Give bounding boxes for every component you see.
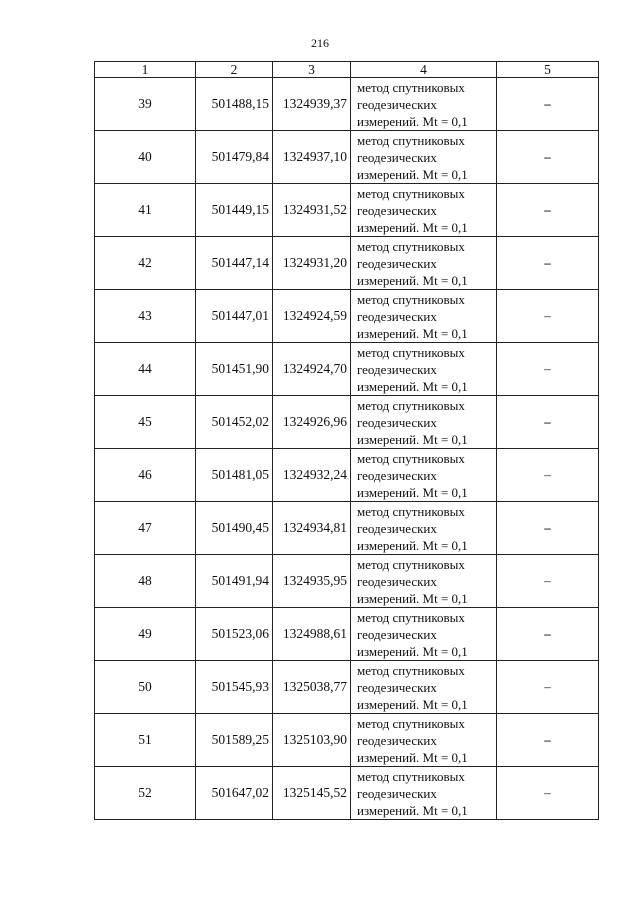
y-coordinate-cell: 1324937,10 — [273, 131, 351, 184]
column-header-2: 2 — [196, 62, 273, 78]
x-coordinate-cell: 501452,02 — [196, 396, 273, 449]
note-cell: – — [497, 661, 599, 714]
method-cell: метод спутниковых геодезических измерений. Mt = 0,1 — [351, 714, 497, 767]
note-cell: – — [497, 767, 599, 820]
note-cell: – — [497, 184, 599, 237]
y-coordinate-cell: 1325038,77 — [273, 661, 351, 714]
y-coordinate-cell: 1324988,61 — [273, 608, 351, 661]
table-row — [95, 502, 599, 555]
point-number-cell: 39 — [95, 78, 196, 131]
x-coordinate-cell: 501447,01 — [196, 290, 273, 343]
x-coordinate-cell: 501449,15 — [196, 184, 273, 237]
table-row — [95, 290, 599, 343]
note-cell: – — [497, 78, 599, 131]
point-number-cell: 49 — [95, 608, 196, 661]
x-coordinate-cell: 501451,90 — [196, 343, 273, 396]
y-coordinate-cell: 1324931,52 — [273, 184, 351, 237]
table-row — [95, 714, 599, 767]
note-cell: – — [497, 396, 599, 449]
method-cell: метод спутниковых геодезических измерений. Mt = 0,1 — [351, 343, 497, 396]
table-row — [95, 661, 599, 714]
table-row — [95, 555, 599, 608]
point-number-cell: 46 — [95, 449, 196, 502]
method-cell: метод спутниковых геодезических измерений. Mt = 0,1 — [351, 767, 497, 820]
method-cell: метод спутниковых геодезических измерений. Mt = 0,1 — [351, 131, 497, 184]
x-coordinate-cell: 501479,84 — [196, 131, 273, 184]
point-number-cell: 44 — [95, 343, 196, 396]
x-coordinate-cell: 501545,93 — [196, 661, 273, 714]
x-coordinate-cell: 501589,25 — [196, 714, 273, 767]
note-cell: – — [497, 608, 599, 661]
x-coordinate-cell: 501490,45 — [196, 502, 273, 555]
y-coordinate-cell: 1325145,52 — [273, 767, 351, 820]
column-header-3: 3 — [273, 62, 351, 78]
table-body — [95, 78, 599, 820]
point-number-cell: 48 — [95, 555, 196, 608]
point-number-cell: 47 — [95, 502, 196, 555]
table-row — [95, 396, 599, 449]
method-cell: метод спутниковых геодезических измерений. Mt = 0,1 — [351, 78, 497, 131]
note-cell: – — [497, 237, 599, 290]
note-cell: – — [497, 555, 599, 608]
note-cell: – — [497, 714, 599, 767]
x-coordinate-cell: 501488,15 — [196, 78, 273, 131]
method-cell: метод спутниковых геодезических измерений. Mt = 0,1 — [351, 396, 497, 449]
note-cell: – — [497, 290, 599, 343]
note-cell: – — [497, 131, 599, 184]
page-number: 216 — [311, 36, 329, 50]
column-header-1: 1 — [95, 62, 196, 78]
point-number-cell: 43 — [95, 290, 196, 343]
method-cell: метод спутниковых геодезических измерений. Mt = 0,1 — [351, 555, 497, 608]
table-row — [95, 131, 599, 184]
y-coordinate-cell: 1324935,95 — [273, 555, 351, 608]
y-coordinate-cell: 1324924,70 — [273, 343, 351, 396]
point-number-cell: 50 — [95, 661, 196, 714]
point-number-cell: 45 — [95, 396, 196, 449]
method-cell: метод спутниковых геодезических измерений. Mt = 0,1 — [351, 184, 497, 237]
method-cell: метод спутниковых геодезических измерений. Mt = 0,1 — [351, 290, 497, 343]
coordinates-table — [94, 61, 599, 820]
x-coordinate-cell: 501647,02 — [196, 767, 273, 820]
y-coordinate-cell: 1324931,20 — [273, 237, 351, 290]
y-coordinate-cell: 1324932,24 — [273, 449, 351, 502]
table-row — [95, 343, 599, 396]
y-coordinate-cell: 1324939,37 — [273, 78, 351, 131]
method-cell: метод спутниковых геодезических измерений. Mt = 0,1 — [351, 661, 497, 714]
method-cell: метод спутниковых геодезических измерений. Mt = 0,1 — [351, 237, 497, 290]
point-number-cell: 40 — [95, 131, 196, 184]
table-header-row — [95, 62, 599, 78]
point-number-cell: 41 — [95, 184, 196, 237]
column-header-5: 5 — [497, 62, 599, 78]
x-coordinate-cell: 501491,94 — [196, 555, 273, 608]
x-coordinate-cell: 501481,05 — [196, 449, 273, 502]
y-coordinate-cell: 1324924,59 — [273, 290, 351, 343]
x-coordinate-cell: 501447,14 — [196, 237, 273, 290]
table-row — [95, 78, 599, 131]
note-cell: – — [497, 502, 599, 555]
table-row — [95, 767, 599, 820]
y-coordinate-cell: 1324934,81 — [273, 502, 351, 555]
y-coordinate-cell: 1325103,90 — [273, 714, 351, 767]
method-cell: метод спутниковых геодезических измерений. Mt = 0,1 — [351, 449, 497, 502]
point-number-cell: 51 — [95, 714, 196, 767]
column-header-4: 4 — [351, 62, 497, 78]
note-cell: – — [497, 449, 599, 502]
table-row — [95, 608, 599, 661]
method-cell: метод спутниковых геодезических измерений. Mt = 0,1 — [351, 502, 497, 555]
note-cell: – — [497, 343, 599, 396]
point-number-cell: 52 — [95, 767, 196, 820]
method-cell: метод спутниковых геодезических измерений. Mt = 0,1 — [351, 608, 497, 661]
x-coordinate-cell: 501523,06 — [196, 608, 273, 661]
y-coordinate-cell: 1324926,96 — [273, 396, 351, 449]
table-row — [95, 449, 599, 502]
point-number-cell: 42 — [95, 237, 196, 290]
table-row — [95, 184, 599, 237]
table-row — [95, 237, 599, 290]
